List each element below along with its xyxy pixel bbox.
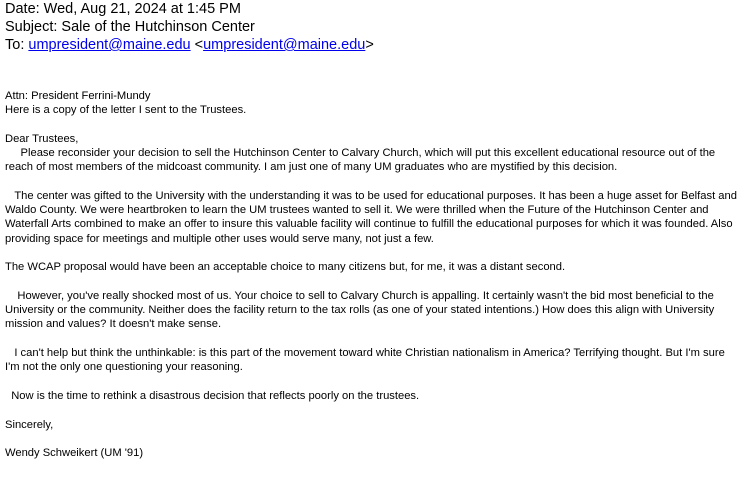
to-label: To: [5,37,29,53]
closing: Sincerely, [5,418,54,431]
paragraph-5: I can't help but think the unthinkable: is this part of the movement toward white Christian nationalism in America? Terrifying thought. But I'm sure I'm not the only one questioning your reasoning. [5,347,725,374]
to-separator: < [190,37,204,53]
paragraph-4: However, you've really shocked most of us. Your choice to sell to Calvary Church is appalling. It certainly wasn't the bid most beneficial to the University or the community. Neither does the facility return to the tax rolls (as one of your stated intentions.) How does this align with University mission and values? It doesn't make sense. [5,290,715,331]
date-line: Date: Wed, Aug 21, 2024 at 1:45 PM [5,1,241,17]
paragraph-6: Now is the time to rethink a disastrous decision that reflects poorly on the trustees. [5,390,420,403]
to-line [5,36,735,54]
to-email-link[interactable]: umpresident@maine.edu [28,37,191,53]
paragraph-3: The WCAP proposal would have been an acceptable choice to many citizens but, for me, it was a distant second. [5,261,566,274]
to-email-link-bracketed[interactable]: umpresident@maine.edu [203,37,366,53]
paragraph-2: The center was gifted to the University with the understanding it was to be used for educational purposes. It has been a huge asset for Belfast and Waldo County. We were heartbroken to learn the UM trustees wanted to sell it. We were thrilled when the Future of the Hutchinson Center and Waterfall Arts combined to make an offer to insure this valuable facility will continue to fulfill the educational purposes for which it was founded. Also providing space for meetings and multiple other uses would serve many, not just a few. [5,190,737,245]
email-body [5,89,737,461]
email-header [5,0,735,54]
subject-line: Subject: Sale of the Hutchinson Center [5,19,255,35]
intro-line: Here is a copy of the letter I sent to the Trustees. [5,104,247,117]
signature: Wendy Schweikert (UM '91) [5,447,144,460]
paragraph-1: Please reconsider your decision to sell the Hutchinson Center to Calvary Church, which will put this excellent educational resource out of the reach of most members of the midcoast community. I am just one of many UM graduates who are mystified by this decision. [5,147,716,174]
salutation: Dear Trustees, [5,132,79,145]
to-closing-bracket: > [365,37,374,53]
attention-line: Attn: President Ferrini-Mundy [5,90,151,102]
